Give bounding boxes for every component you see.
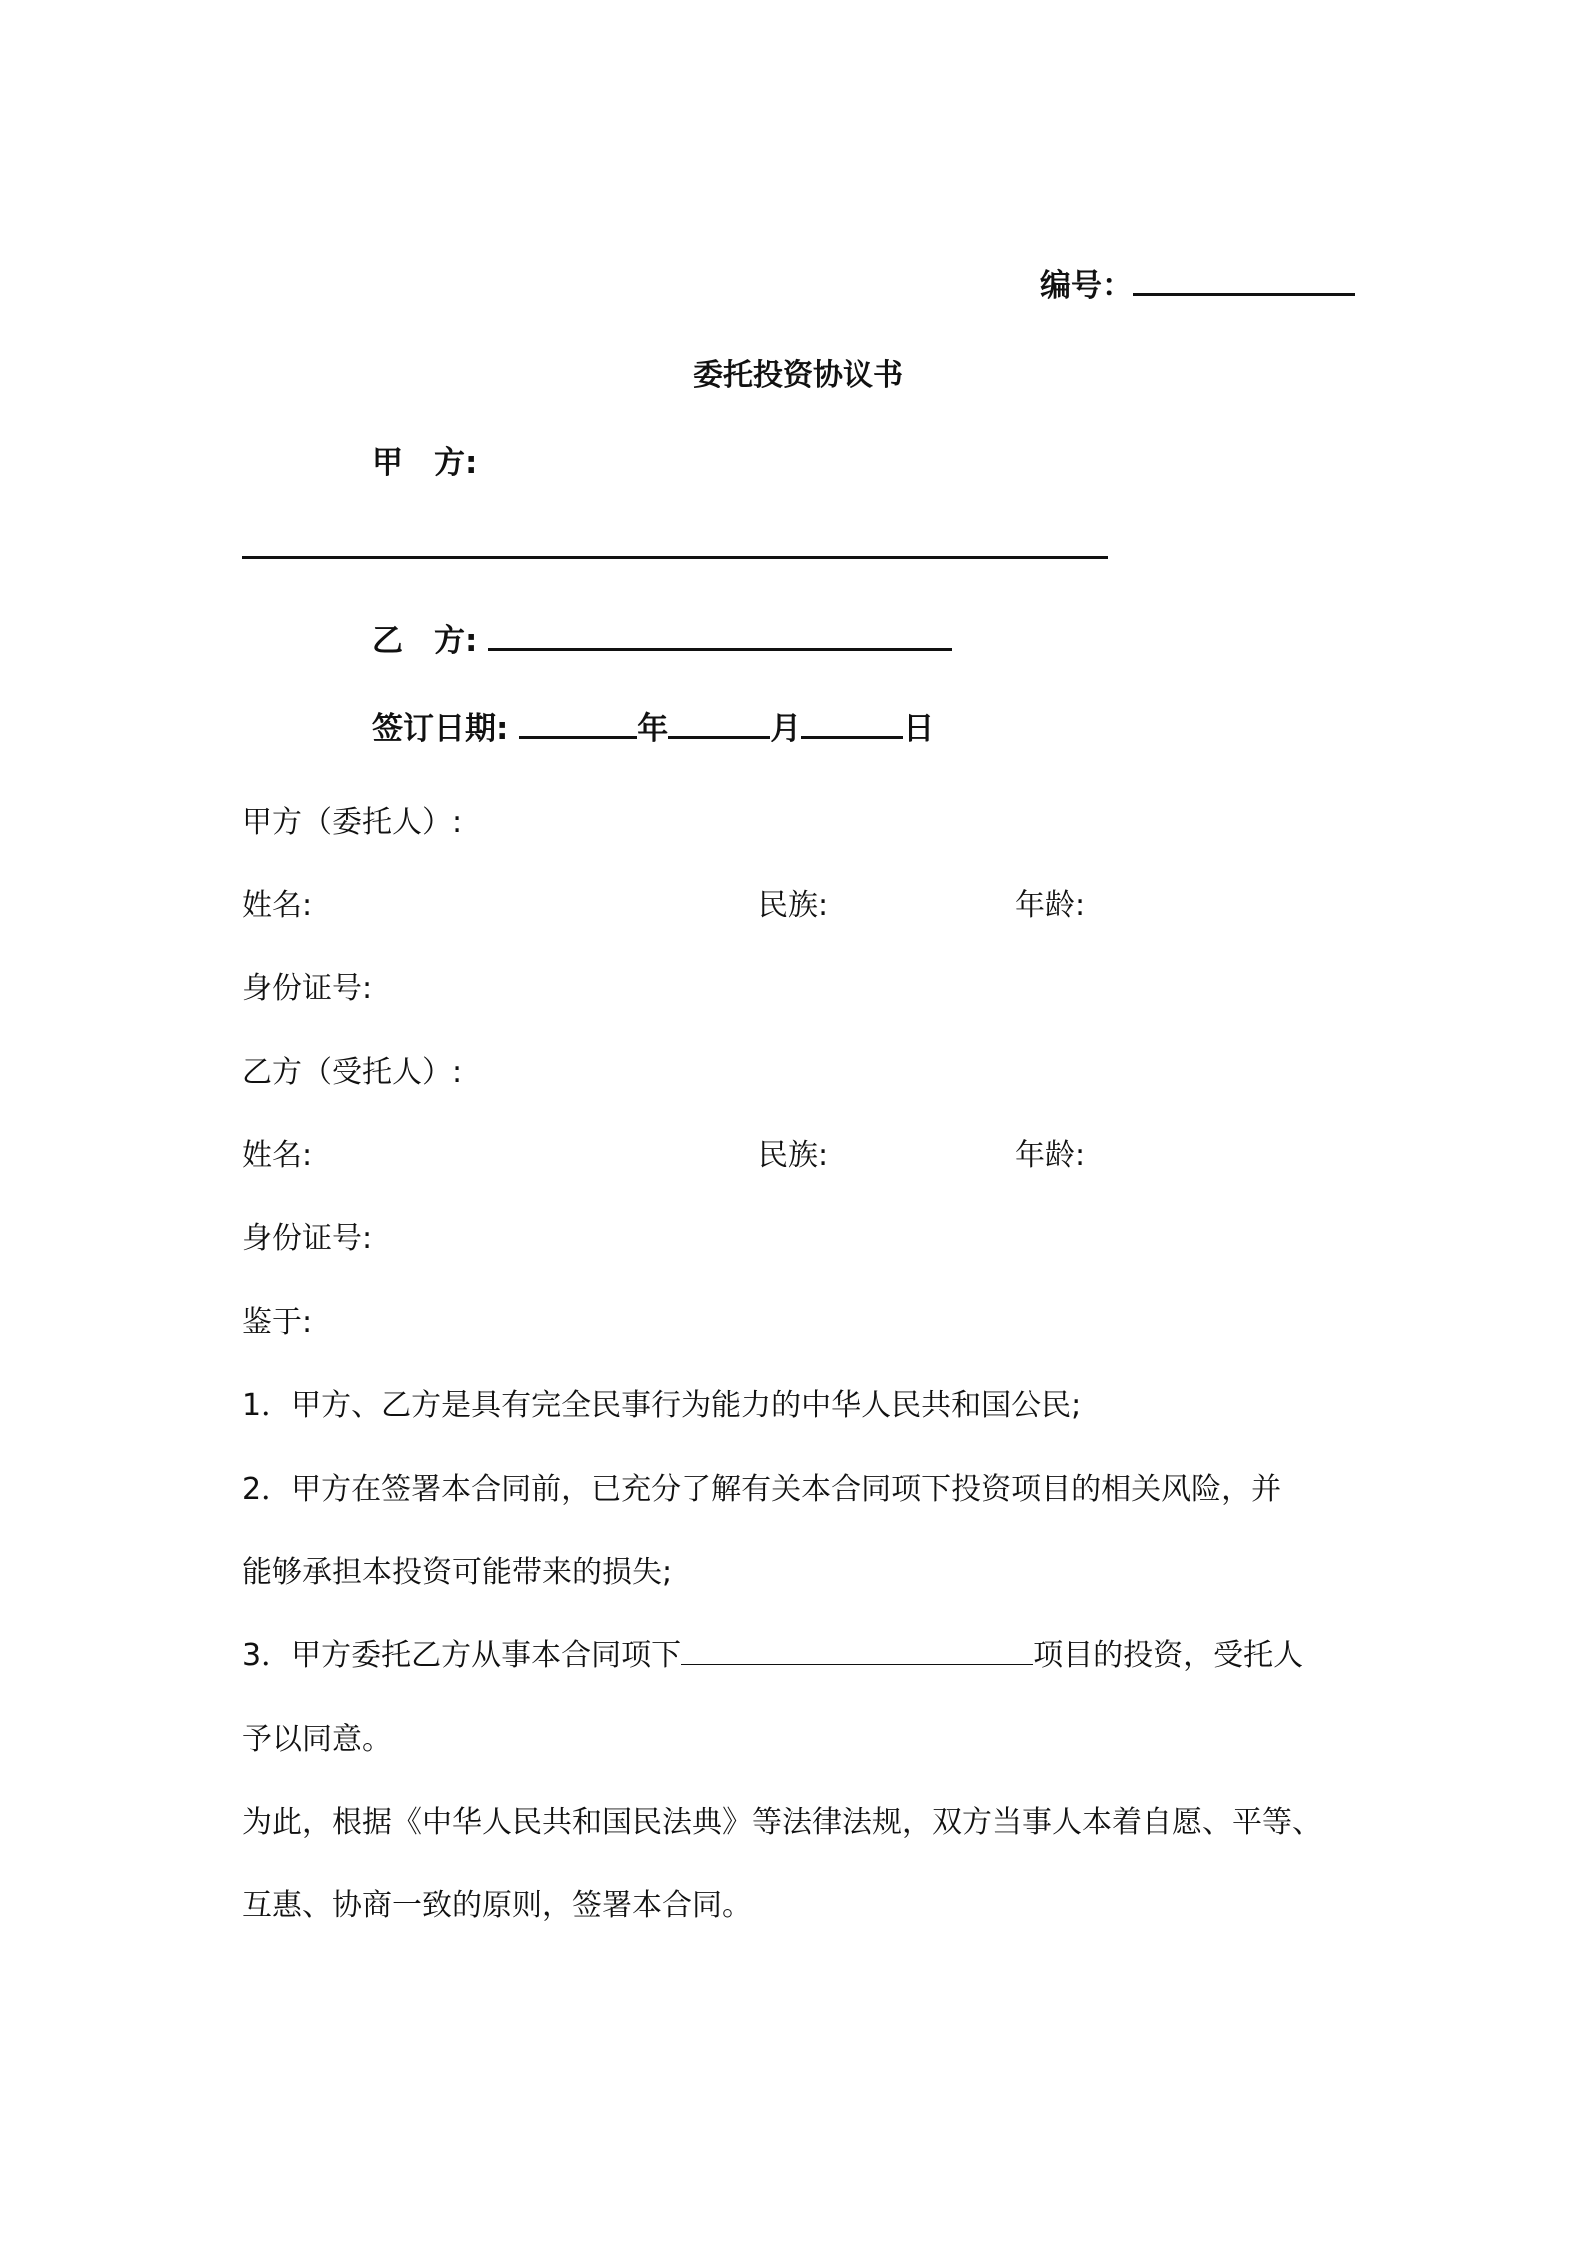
closing-paragraph-line-2: 互惠、协商一致的原则，签署本合同。 [242, 1888, 752, 1923]
party-b-label: 乙 方: [372, 623, 478, 659]
day-label: 日 [903, 711, 935, 747]
clause-3-line-1 [242, 1630, 1303, 1674]
whereas-heading: 鉴于: [242, 1305, 313, 1340]
party-b-line [372, 615, 952, 660]
sign-date-label: 签订日期: [372, 711, 509, 747]
year-blank [519, 736, 637, 739]
party-b-ethnicity-label: 民族: [758, 1138, 829, 1173]
sign-date-line [372, 703, 934, 748]
party-a-section: 甲方（委托人）: [242, 805, 463, 840]
clause-3-line-2: 予以同意。 [242, 1722, 392, 1757]
clause-3-prefix: 3．甲方委托乙方从事本合同项下 [242, 1638, 682, 1673]
clause-3-suffix: 项目的投资，受托人 [1033, 1638, 1304, 1673]
number-label: 编号： [1040, 268, 1133, 304]
party-a-age-label: 年龄: [1015, 888, 1086, 923]
party-a-blank [242, 556, 1108, 559]
party-b-name-label: 姓名: [242, 1138, 313, 1173]
party-a-label: 甲 方: [372, 445, 478, 481]
party-b-id-label: 身份证号: [242, 1221, 373, 1256]
party-a-ethnicity-label: 民族: [758, 888, 829, 923]
day-blank [801, 736, 903, 739]
month-blank [668, 736, 770, 739]
clause-1: 1．甲方、乙方是具有完全民事行为能力的中华人民共和国公民; [242, 1388, 1082, 1423]
project-blank [681, 1664, 1033, 1665]
number-blank [1133, 293, 1355, 296]
party-a-name-label: 姓名: [242, 888, 313, 923]
closing-paragraph-line-1: 为此，根据《中华人民共和国民法典》等法律法规，双方当事人本着自愿、平等、 [242, 1805, 1322, 1840]
party-b-blank [488, 648, 952, 651]
clause-2-line-1: 2．甲方在签署本合同前，已充分了解有关本合同项下投资项目的相关风险，并 [242, 1472, 1282, 1507]
party-a-id-label: 身份证号: [242, 971, 373, 1006]
party-b-age-label: 年龄: [1015, 1138, 1086, 1173]
month-label: 月 [770, 711, 802, 747]
document-title: 委托投资协议书 [693, 358, 903, 393]
contract-number [1040, 260, 1355, 305]
year-label: 年 [637, 711, 669, 747]
clause-2-line-2: 能够承担本投资可能带来的损失; [242, 1555, 673, 1590]
party-b-section: 乙方（受托人）: [242, 1055, 463, 1090]
